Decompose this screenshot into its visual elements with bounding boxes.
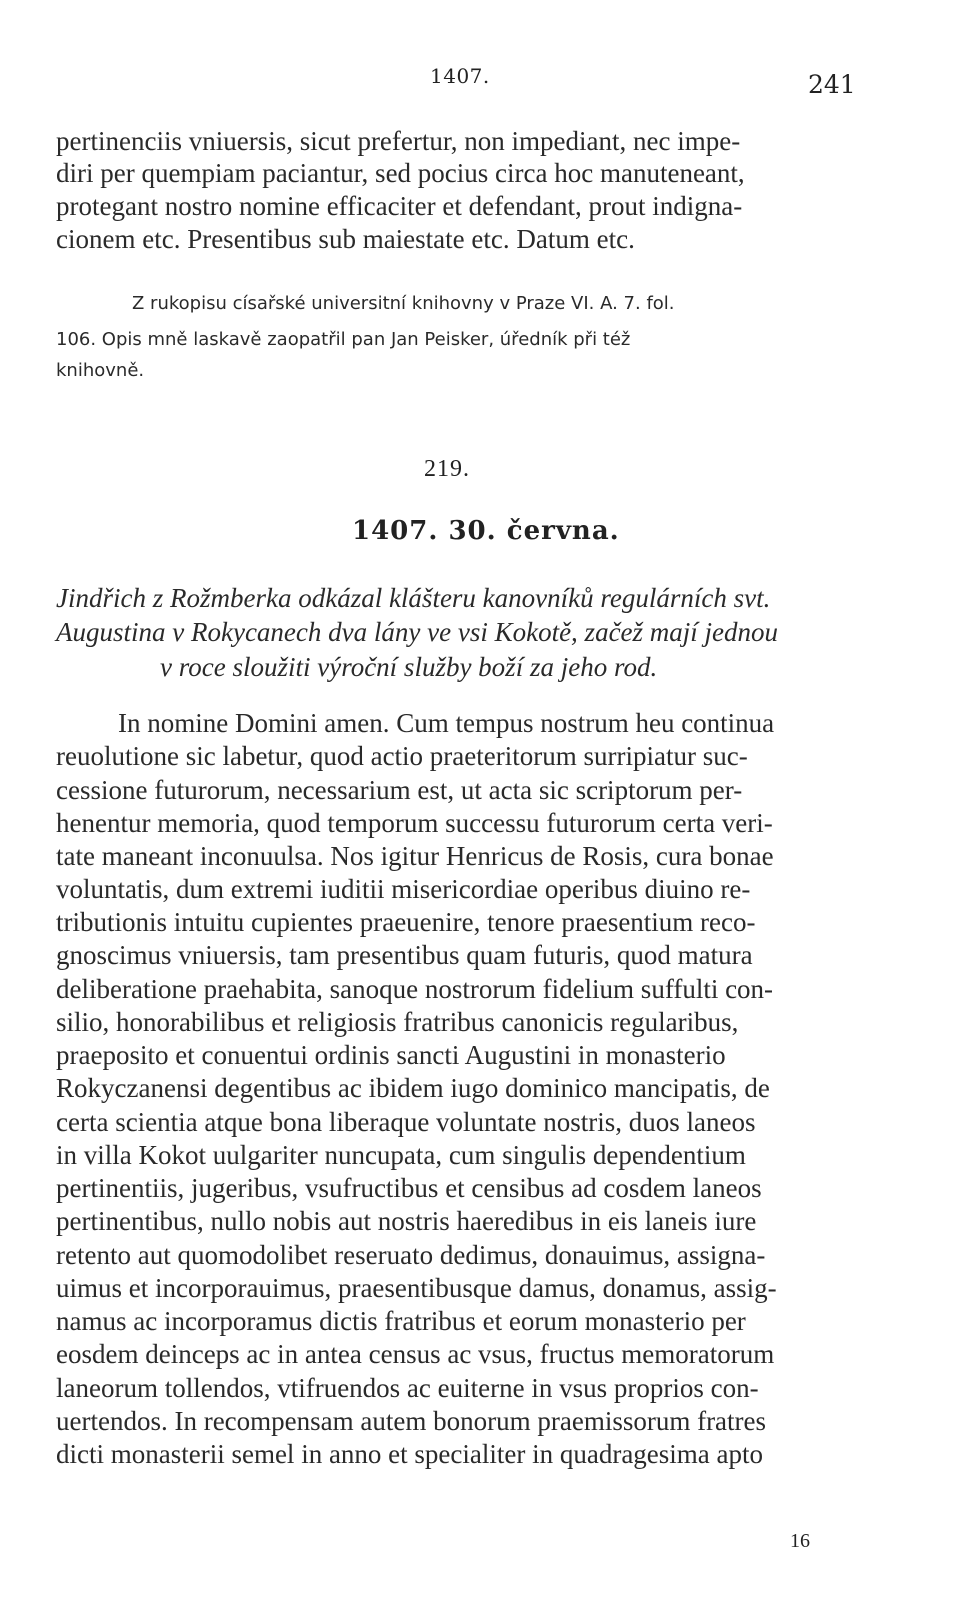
document-number: 219. [424, 456, 470, 482]
body-line: uimus et incorporauimus, praesentibusque damus, donamus, assig- [56, 1273, 777, 1303]
printer-signature-mark: 16 [790, 1530, 810, 1552]
prev-text-line: protegant nostro nomine efficaciter et defendant, prout indigna- [56, 191, 743, 221]
body-line: cessione futurorum, necessarium est, ut acta sic scriptorum per- [56, 775, 743, 805]
source-note-line: 106. Opis mně laskavě zaopatřil pan Jan Peisker, úředník při též [56, 329, 631, 350]
body-line: Rokyczanensi degentibus ac ibidem iugo dominico mancipatis, de [56, 1073, 770, 1103]
body-line: namus ac incorporamus dictis fratribus et eorum monasterio per [56, 1306, 746, 1336]
body-line: tributionis intuitu cupientes praeuenire, tenore praesentium reco- [56, 907, 756, 937]
body-line: eosdem deinceps ac in antea census ac vsus, fructus memoratorum [56, 1339, 775, 1369]
body-line: praeposito et conuentui ordinis sancti Augustini in monasterio [56, 1040, 726, 1070]
body-line: laneorum tollendos, vtifruendos ac euiterne in vsus proprios con- [56, 1373, 759, 1403]
body-line: tate maneant inconuulsa. Nos igitur Henricus de Rosis, cura bonae [56, 841, 774, 871]
document-date: 1407. 30. června. [352, 516, 620, 546]
body-line: certa scientia atque bona liberaque voluntate nostris, duos laneos [56, 1107, 756, 1137]
summary-line: Augustina v Rokycanech dva lány ve vsi Kokotě, začež mají jednou [56, 617, 779, 647]
body-line: in villa Kokot uulgariter nuncupata, cum singulis dependentium [56, 1140, 746, 1170]
body-line: voluntatis, dum extremi iuditii misericordiae operibus diuino re- [56, 874, 751, 904]
prev-text-line: pertinenciis vniuersis, sicut prefertur, non impediant, nec impe- [56, 126, 741, 156]
page-number: 241 [808, 70, 856, 99]
source-note-line: Z rukopisu císařské universitní knihovny v Praze VI. A. 7. fol. [132, 293, 675, 314]
body-line: retento aut quomodolibet reseruato dedimus, donauimus, assigna- [56, 1240, 766, 1270]
body-line: In nomine Domini amen. Cum tempus nostrum heu continua [118, 708, 775, 738]
prev-text-line: diri per quempiam paciantur, sed pocius circa hoc manuteneant, [56, 158, 745, 188]
body-line: uertendos. In recompensam autem bonorum praemissorum fratres [56, 1406, 767, 1436]
body-line: gnoscimus vniuersis, tam presentibus quam futuris, quod matura [56, 940, 753, 970]
source-note-line: knihovně. [56, 360, 145, 381]
body-line: reuolutione sic labetur, quod actio praeteritorum surripiatur suc- [56, 741, 748, 771]
summary-line: Jindřich z Rožmberka odkázal klášteru kanovníků regulárních svt. [56, 583, 771, 613]
body-line: pertinentibus, nullo nobis aut nostris haeredibus in eis laneis iure [56, 1206, 757, 1236]
summary-line: v roce sloužiti výroční služby boží za jeho rod. [160, 652, 658, 682]
body-line: pertinentiis, jugeribus, vsufructibus et censibus ad cosdem laneos [56, 1173, 762, 1203]
body-line: dicti monasterii semel in anno et specialiter in quadragesima apto [56, 1439, 764, 1469]
running-header-year: 1407. [430, 64, 490, 88]
body-line: silio, honorabilibus et religiosis fratribus canonicis regularibus, [56, 1007, 739, 1037]
body-line: deliberatione praehabita, sanoque nostrorum fidelium suffulti con- [56, 974, 774, 1004]
body-line: henentur memoria, quod temporum successu futurorum certa veri- [56, 808, 773, 838]
prev-text-line: cionem etc. Presentibus sub maiestate etc. Datum etc. [56, 224, 635, 254]
